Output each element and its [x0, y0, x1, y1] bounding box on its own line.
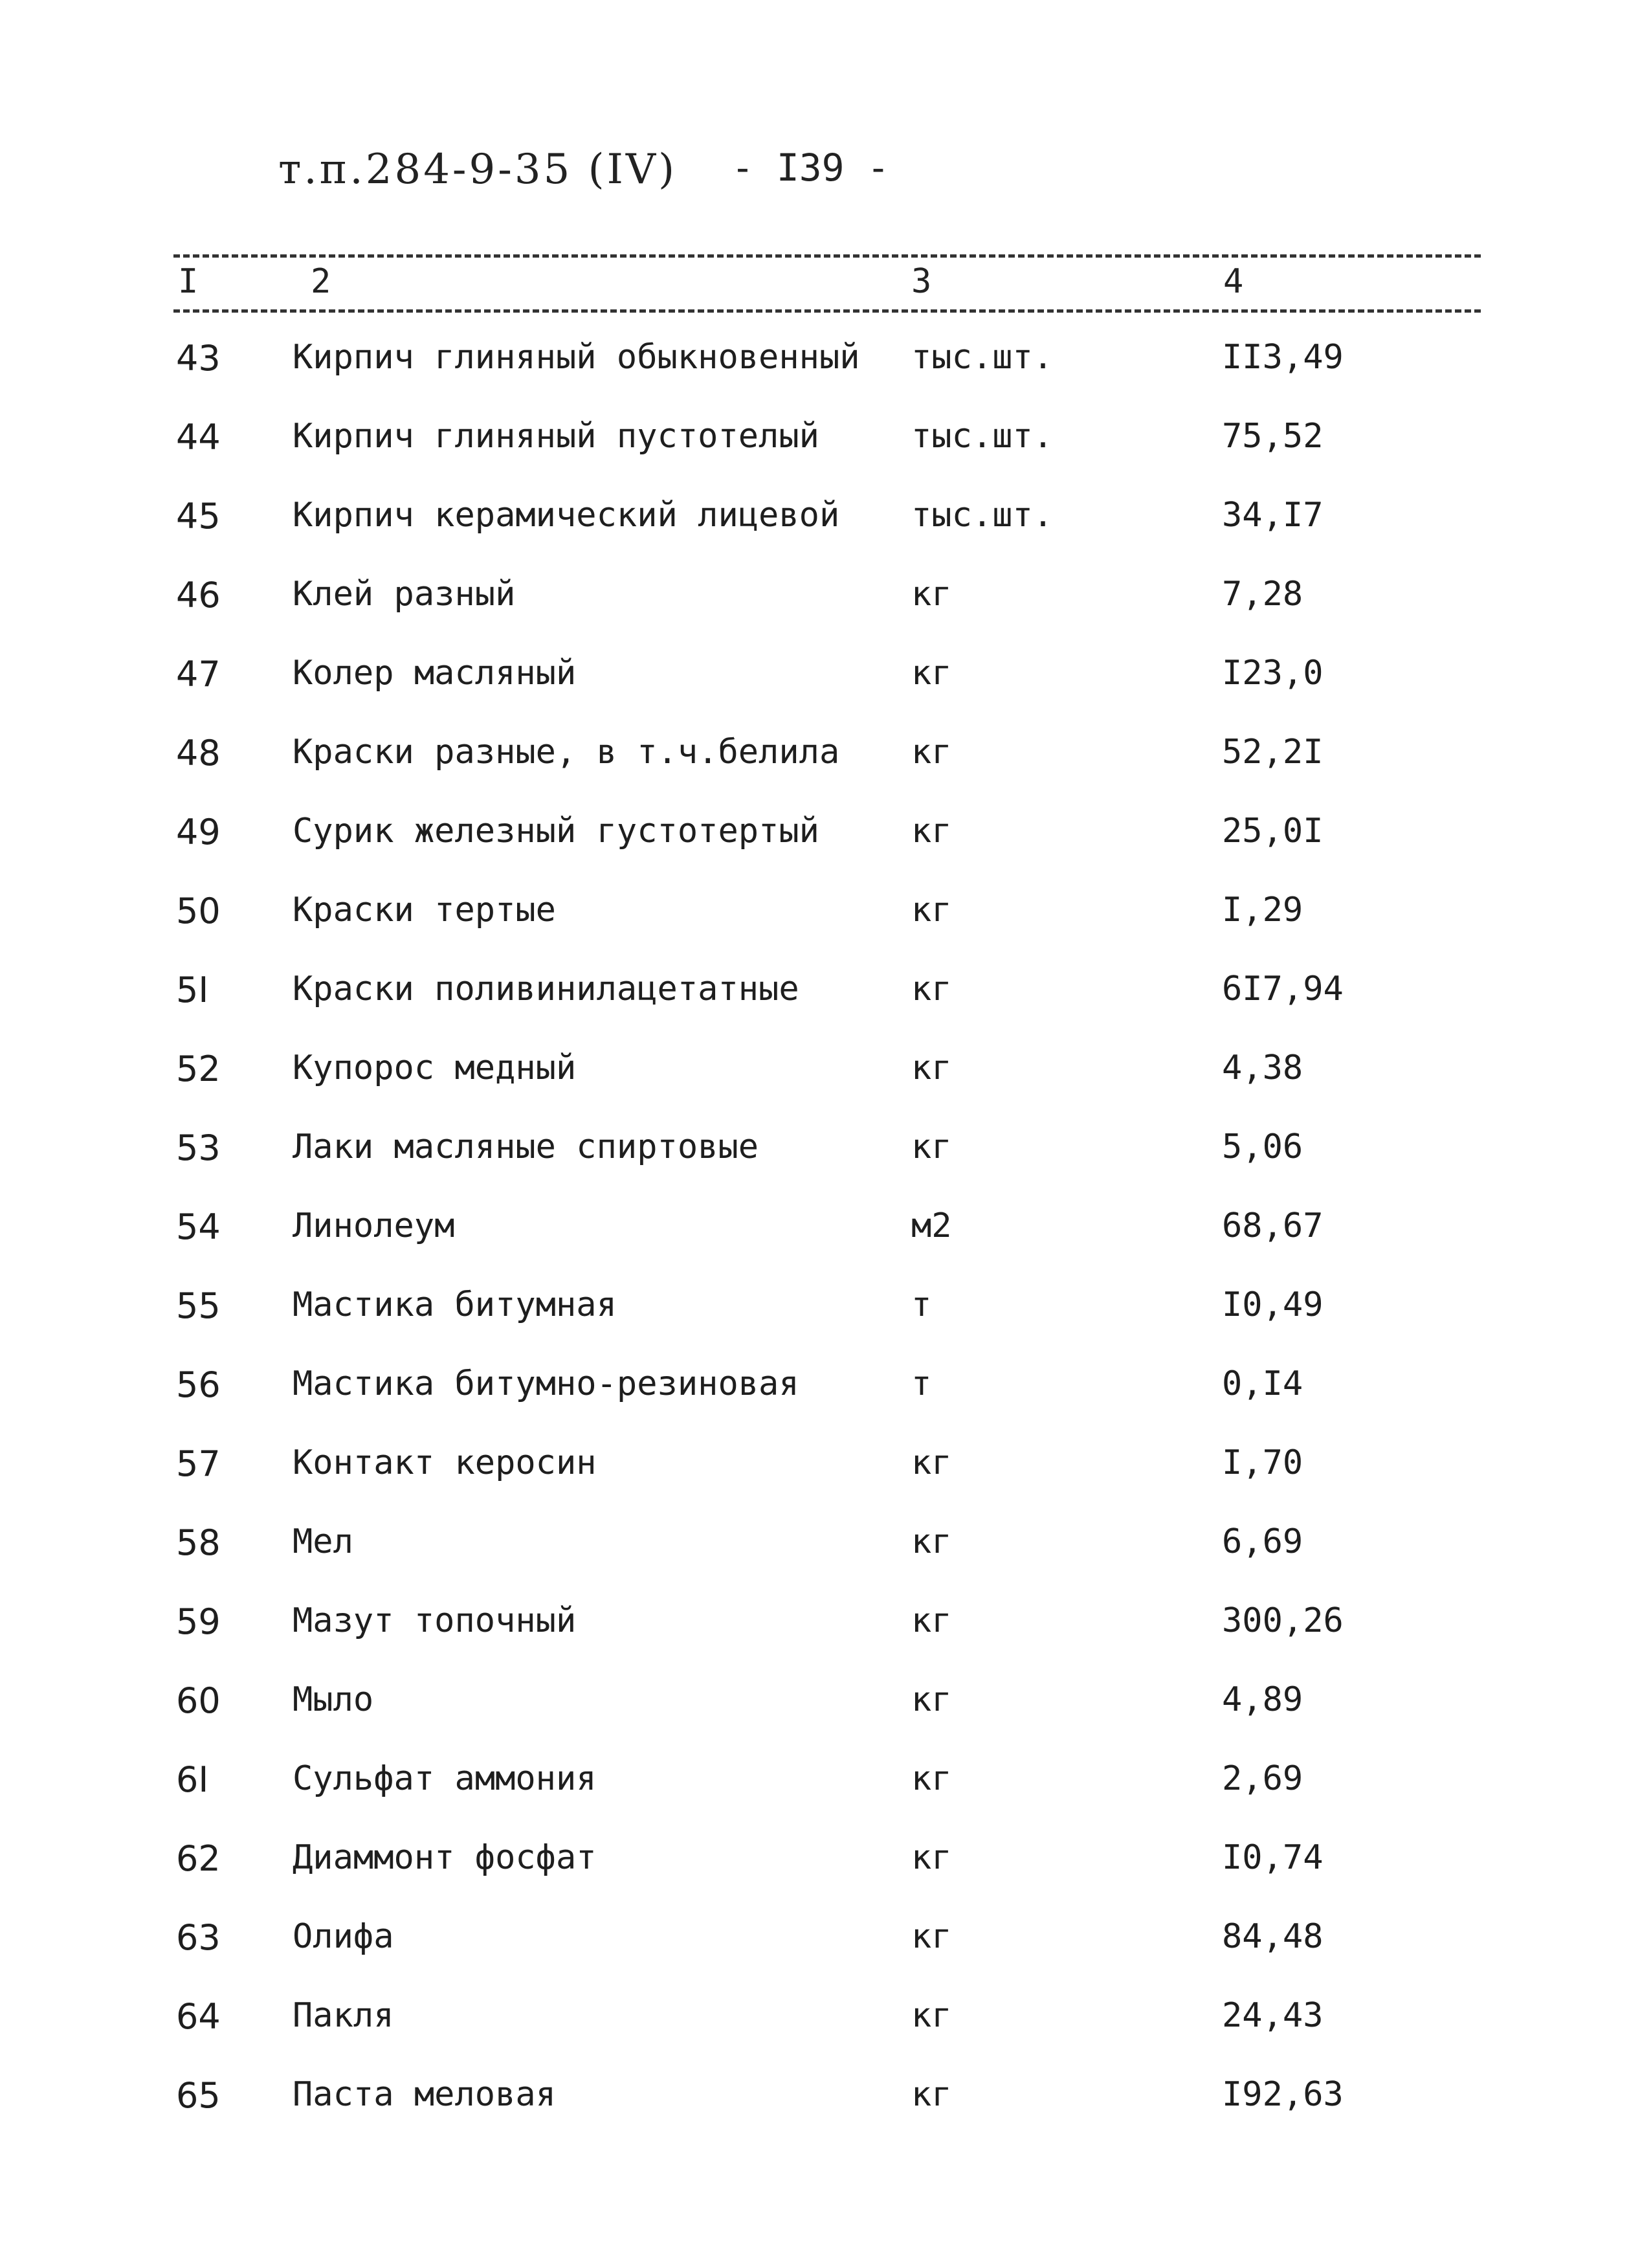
material-name: Сурик железный густотертый [293, 812, 819, 850]
row-number: 45 [176, 496, 221, 537]
unit: кг [911, 575, 952, 614]
material-name: Мастика битумная [293, 1285, 617, 1324]
unit: тыс.шт. [911, 338, 1054, 377]
quantity: 6I7,94 [1222, 970, 1344, 1008]
table-row [0, 1040, 1629, 1118]
table-row [0, 566, 1629, 645]
unit: т [911, 1285, 932, 1324]
row-number: 55 [176, 1285, 221, 1326]
row-number: 49 [176, 812, 221, 852]
quantity: I,29 [1222, 891, 1303, 929]
unit: кг [911, 1049, 952, 1087]
table-row [0, 2066, 1629, 2145]
material-name: Мел [293, 1522, 353, 1561]
table-row [0, 1987, 1629, 2066]
row-number: 60 [176, 1680, 221, 1721]
quantity: 52,2I [1222, 733, 1324, 772]
unit: кг [911, 1680, 952, 1719]
material-name: Диаммонт фосфат [293, 1838, 597, 1877]
table-row [0, 1592, 1629, 1671]
unit: тыс.шт. [911, 496, 1054, 535]
unit: кг [911, 1601, 952, 1640]
quantity: I0,49 [1222, 1285, 1324, 1324]
table-header-bottom-rule [173, 309, 1481, 313]
material-name: Контакт керосин [293, 1443, 597, 1482]
material-name: Линолеум [293, 1206, 455, 1245]
row-number: 43 [176, 338, 221, 379]
row-number: 58 [176, 1522, 221, 1563]
table-row [0, 408, 1629, 487]
quantity: 300,26 [1222, 1601, 1344, 1640]
document-code: т.п.284-9-35 (IV) [278, 146, 678, 194]
table-row [0, 1671, 1629, 1750]
row-number: 50 [176, 891, 221, 931]
row-number: 62 [176, 1838, 221, 1879]
column-header-1: I [178, 262, 199, 301]
material-name: Лаки масляные спиртовые [293, 1128, 759, 1166]
quantity: 34,I7 [1222, 496, 1324, 535]
unit: кг [911, 1759, 952, 1798]
material-name: Купорос медный [293, 1049, 577, 1087]
row-number: 48 [176, 733, 221, 773]
table-row [0, 1197, 1629, 1276]
table-row [0, 1750, 1629, 1829]
row-number: 46 [176, 575, 221, 616]
row-number: 53 [176, 1128, 221, 1168]
unit: кг [911, 1917, 952, 1956]
row-number: 57 [176, 1443, 221, 1484]
quantity: 4,38 [1222, 1049, 1303, 1087]
table-header-top-rule [173, 254, 1481, 258]
material-name: Краски разные, в т.ч.белила [293, 733, 840, 772]
column-header-2: 2 [311, 262, 331, 301]
unit: т [911, 1364, 932, 1403]
row-number: 47 [176, 654, 221, 695]
table-row [0, 1434, 1629, 1513]
materials-table [0, 329, 1629, 2145]
quantity: 7,28 [1222, 575, 1303, 614]
material-name: Кирпич керамический лицевой [293, 496, 840, 535]
quantity: 68,67 [1222, 1206, 1324, 1245]
quantity: 84,48 [1222, 1917, 1324, 1956]
material-name: Мыло [293, 1680, 374, 1719]
material-name: Кирпич глиняный обыкновенный [293, 338, 860, 377]
row-number: 63 [176, 1917, 221, 1958]
unit: кг [911, 2075, 952, 2114]
unit: кг [911, 1522, 952, 1561]
material-name: Клей разный [293, 575, 516, 614]
material-name: Мастика битумно-резиновая [293, 1364, 799, 1403]
page-number: - I39 - [731, 146, 890, 190]
unit: кг [911, 1996, 952, 2035]
quantity: II3,49 [1222, 338, 1344, 377]
material-name: Мазут топочный [293, 1601, 577, 1640]
table-row [0, 1908, 1629, 1987]
quantity: 0,I4 [1222, 1364, 1303, 1403]
unit: кг [911, 812, 952, 850]
table-row [0, 1118, 1629, 1197]
table-row [0, 645, 1629, 724]
table-row [0, 1829, 1629, 1908]
unit: кг [911, 1443, 952, 1482]
row-number: 44 [176, 417, 221, 458]
table-row [0, 487, 1629, 566]
row-number: 54 [176, 1206, 221, 1247]
row-number: 59 [176, 1601, 221, 1642]
row-number: 56 [176, 1364, 221, 1405]
quantity: 75,52 [1222, 417, 1324, 456]
material-name: Олифа [293, 1917, 394, 1956]
quantity: 25,0I [1222, 812, 1324, 850]
column-header-4: 4 [1223, 262, 1244, 301]
material-name: Сульфат аммония [293, 1759, 597, 1798]
quantity: I92,63 [1222, 2075, 1344, 2114]
table-row [0, 803, 1629, 882]
unit: кг [911, 1838, 952, 1877]
material-name: Краски тертые [293, 891, 556, 929]
quantity: I23,0 [1222, 654, 1324, 693]
quantity: 6,69 [1222, 1522, 1303, 1561]
quantity: 4,89 [1222, 1680, 1303, 1719]
material-name: Пакля [293, 1996, 394, 2035]
unit: тыс.шт. [911, 417, 1054, 456]
table-row [0, 1513, 1629, 1592]
unit: кг [911, 733, 952, 772]
unit: кг [911, 891, 952, 929]
material-name: Колер масляный [293, 654, 577, 693]
unit: кг [911, 970, 952, 1008]
quantity: 24,43 [1222, 1996, 1324, 2035]
column-header-3: 3 [911, 262, 932, 301]
row-number: 65 [176, 2075, 221, 2116]
unit: м2 [911, 1206, 952, 1245]
quantity: 5,06 [1222, 1128, 1303, 1166]
table-row [0, 1276, 1629, 1355]
table-row [0, 882, 1629, 961]
unit: кг [911, 1128, 952, 1166]
quantity: I0,74 [1222, 1838, 1324, 1877]
table-row [0, 724, 1629, 803]
row-number: 6I [176, 1759, 209, 1800]
table-row [0, 329, 1629, 408]
table-row [0, 961, 1629, 1040]
row-number: 64 [176, 1996, 221, 2037]
row-number: 52 [176, 1049, 221, 1089]
material-name: Паста меловая [293, 2075, 556, 2114]
unit: кг [911, 654, 952, 693]
page-header [0, 146, 1629, 204]
row-number: 5I [176, 970, 209, 1010]
quantity: I,70 [1222, 1443, 1303, 1482]
table-row [0, 1355, 1629, 1434]
material-name: Кирпич глиняный пустотелый [293, 417, 819, 456]
quantity: 2,69 [1222, 1759, 1303, 1798]
material-name: Краски поливинилацетатные [293, 970, 799, 1008]
